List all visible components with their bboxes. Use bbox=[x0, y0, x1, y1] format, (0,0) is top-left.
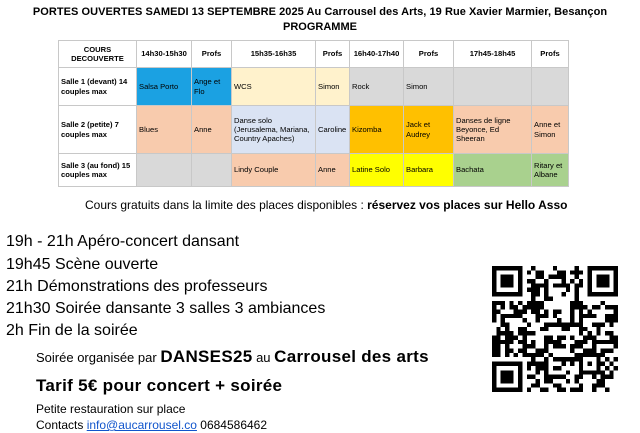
course-cell: Latine Solo bbox=[350, 154, 404, 187]
contact-label: Contacts bbox=[36, 418, 87, 432]
course-cell: Lindy Couple bbox=[232, 154, 316, 187]
prof-cell: Anne bbox=[192, 106, 232, 154]
prof-cell: Simon bbox=[316, 68, 350, 106]
course-cell: Blues bbox=[137, 106, 192, 154]
prof-cell bbox=[192, 154, 232, 187]
col-header: 17h45-18h45 bbox=[454, 41, 532, 68]
table-row bbox=[59, 154, 569, 187]
col-header: Profs bbox=[192, 41, 232, 68]
qr-code-icon[interactable] bbox=[492, 266, 618, 392]
program-item: 21h30 Soirée dansante 3 salles 3 ambiances bbox=[6, 300, 326, 317]
catering-note: Petite restauration sur place bbox=[36, 402, 186, 416]
header-subtitle: PROGRAMME bbox=[283, 21, 357, 33]
col-header: COURS DECOUVERTE bbox=[59, 41, 137, 68]
price-line: Tarif 5€ pour concert + soirée bbox=[36, 376, 283, 395]
schedule-header-row bbox=[59, 41, 569, 68]
prof-cell: Jack et Audrey bbox=[404, 106, 454, 154]
col-header: 14h30-15h30 bbox=[137, 41, 192, 68]
col-header: Profs bbox=[532, 41, 569, 68]
col-header: 16h40-17h40 bbox=[350, 41, 404, 68]
course-cell: WCS bbox=[232, 68, 316, 106]
table-row bbox=[59, 106, 569, 154]
free-courses-note bbox=[85, 198, 567, 212]
contact-email-link[interactable]: info@aucarrousel.co bbox=[86, 418, 197, 432]
organizer-middle: au bbox=[252, 350, 275, 365]
prof-cell: Anne et Simon bbox=[532, 106, 569, 154]
program-item: 19h45 Scène ouverte bbox=[6, 256, 159, 273]
contact-line bbox=[36, 418, 267, 432]
table-row bbox=[59, 68, 569, 106]
venue-name: Carrousel des arts bbox=[274, 347, 429, 366]
program-item: 21h Démonstrations des professeurs bbox=[6, 278, 268, 295]
organizer-line bbox=[36, 347, 429, 367]
organizer-prefix: Soirée organisée par bbox=[36, 350, 161, 365]
course-cell: Bachata bbox=[454, 154, 532, 187]
room-label: Salle 2 (petite) 7 couples max bbox=[59, 106, 137, 154]
prof-cell: Anne bbox=[316, 154, 350, 187]
booking-link-text[interactable]: réservez vos places sur Hello Asso bbox=[367, 198, 568, 212]
prof-cell: Ange et Flo bbox=[192, 68, 232, 106]
course-cell bbox=[454, 68, 532, 106]
course-cell: Kizomba bbox=[350, 106, 404, 154]
prof-cell: Ritary et Albane bbox=[532, 154, 569, 187]
prof-cell: Barbara bbox=[404, 154, 454, 187]
room-label: Salle 3 (au fond) 15 couples max bbox=[59, 154, 137, 187]
prof-cell: Caroline bbox=[316, 106, 350, 154]
program-item: 19h - 21h Apéro-concert dansant bbox=[6, 233, 240, 250]
contact-phone: 0684586462 bbox=[196, 418, 268, 432]
course-cell: Danses de ligne Beyonce, Ed Sheeran bbox=[454, 106, 532, 154]
prof-cell bbox=[532, 68, 569, 106]
prof-cell: Simon bbox=[404, 68, 454, 106]
course-cell: Rock bbox=[350, 68, 404, 106]
course-cell: Salsa Porto bbox=[137, 68, 192, 106]
free-courses-text: Cours gratuits dans la limite des places disponibles : bbox=[85, 198, 368, 212]
course-cell: Danse solo (Jerusalema, Mariana, Country Apaches) bbox=[232, 106, 316, 154]
col-header: Profs bbox=[316, 41, 350, 68]
course-cell bbox=[137, 154, 192, 187]
schedule-table bbox=[58, 40, 569, 187]
program-item: 2h Fin de la soirée bbox=[6, 322, 138, 339]
organizer-name: DANSES25 bbox=[160, 347, 253, 366]
room-label: Salle 1 (devant) 14 couples max bbox=[59, 68, 137, 106]
col-header: Profs bbox=[404, 41, 454, 68]
header-title: PORTES OUVERTES SAMEDI 13 SEPTEMBRE 2025 Au Carrousel des Arts, 19 Rue Xavier Marmier, Besançon bbox=[32, 6, 608, 18]
col-header: 15h35-16h35 bbox=[232, 41, 316, 68]
